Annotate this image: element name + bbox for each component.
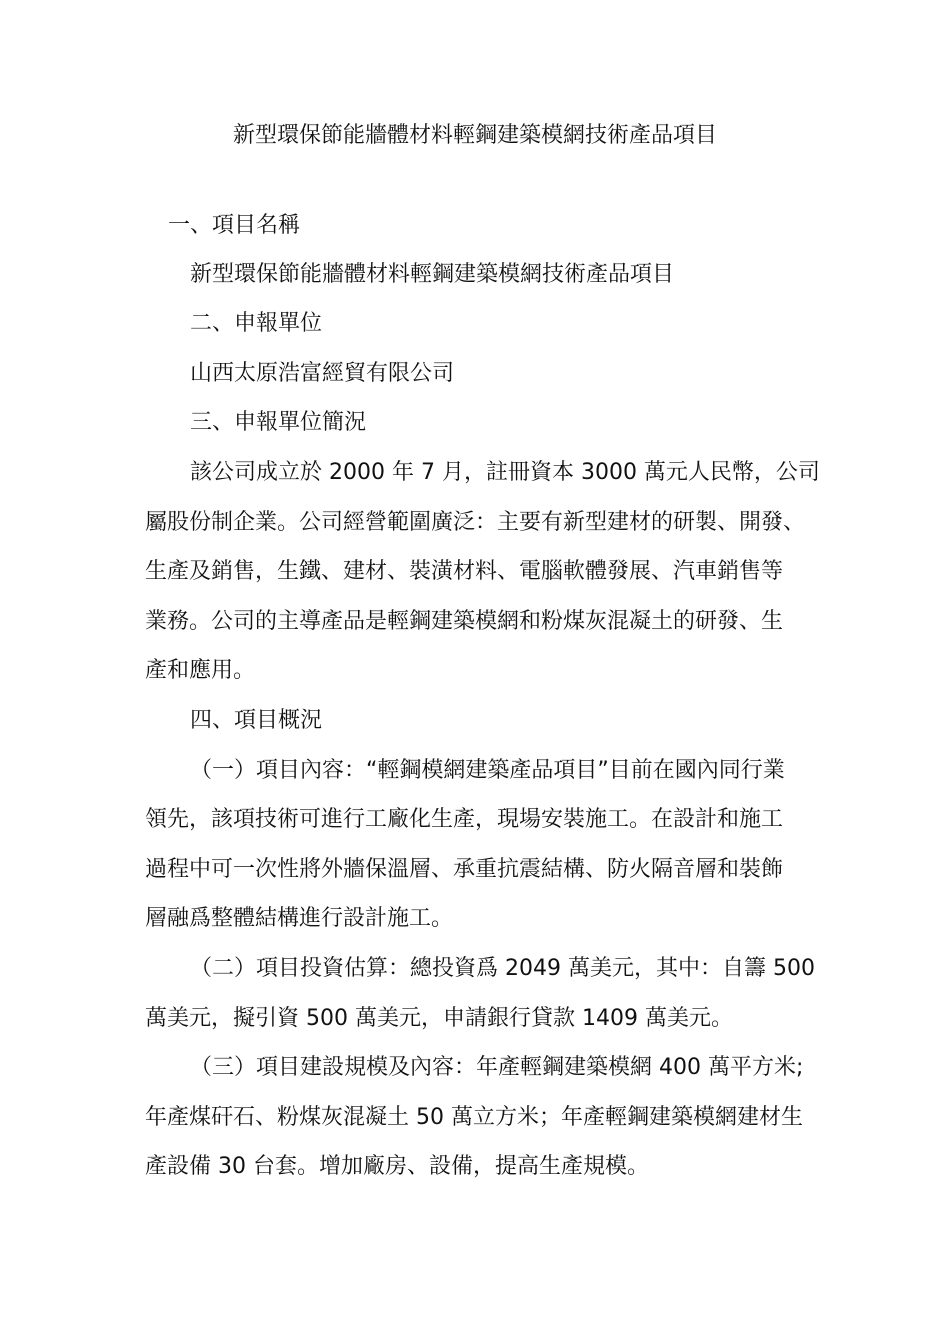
section-heading-project-overview: 四、項目概況 <box>190 708 323 733</box>
paragraph-line: （二）項目投資估算：總投資爲 2049 萬美元，其中：自籌 500 <box>190 956 815 981</box>
paragraph-line: 領先，該項技術可進行工廠化生產，現場安裝施工。在設計和施工 <box>145 807 784 832</box>
section-heading-applicant: 二、申報單位 <box>190 311 323 336</box>
document-title: 新型環保節能牆體材料輕鋼建築模網技術產品項目 <box>232 123 717 148</box>
paragraph-line: 過程中可一次性將外牆保溫層、承重抗震結構、防火隔音層和裝飾 <box>145 857 784 882</box>
paragraph-line: 萬美元，擬引資 500 萬美元，申請銀行貸款 1409 萬美元。 <box>145 1006 733 1031</box>
paragraph-line: 山西太原浩富經貿有限公司 <box>190 361 455 386</box>
paragraph-line: 產設備 30 台套。增加廠房、設備，提高生產規模。 <box>145 1154 649 1179</box>
paragraph-line: 年產煤矸石、粉煤灰混凝土 50 萬立方米；年產輕鋼建築模網建材生 <box>145 1105 803 1130</box>
paragraph-line: 屬股份制企業。公司經營範圍廣泛：主要有新型建材的研製、開發、 <box>145 510 806 535</box>
paragraph-line: 新型環保節能牆體材料輕鋼建築模網技術產品項目 <box>190 262 675 287</box>
paragraph-line: （三）項目建設規模及內容：年產輕鋼建築模網 400 萬平方米; <box>190 1055 804 1080</box>
paragraph-line: 產和應用。 <box>145 658 256 683</box>
paragraph-line: 該公司成立於 2000 年 7 月，註冊資本 3000 萬元人民幣，公司 <box>190 460 820 485</box>
paragraph-line: 生產及銷售，生鐵、建材、裝潢材料、電腦軟體發展、汽車銷售等 <box>145 559 784 584</box>
section-heading-project-name: 一、項目名稱 <box>168 213 301 238</box>
paragraph-line: 業務。公司的主導產品是輕鋼建築模網和粉煤灰混凝土的研發、生 <box>145 609 784 634</box>
section-heading-applicant-profile: 三、申報單位簡況 <box>190 410 367 435</box>
paragraph-line: （一）項目內容：“輕鋼模網建築產品項目”目前在國內同行業 <box>190 758 785 783</box>
paragraph-line: 層融爲整體結構進行設計施工。 <box>145 906 454 931</box>
